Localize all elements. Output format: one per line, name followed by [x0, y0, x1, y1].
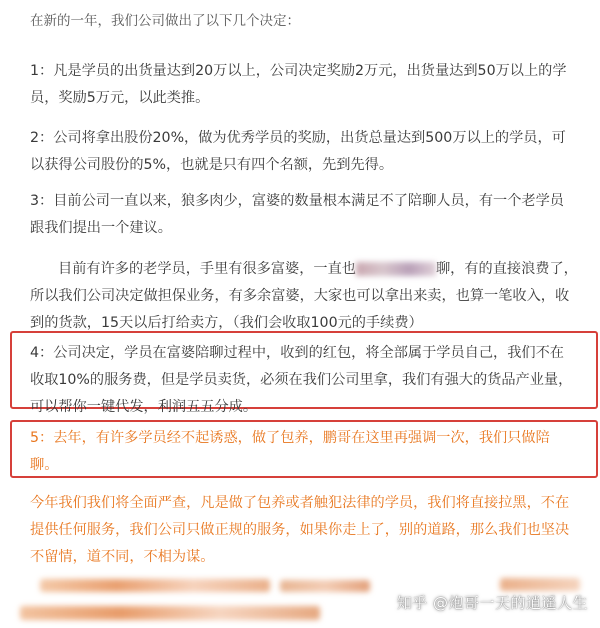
- item-4: 4：公司决定，学员在富婆陪聊过程中，收到的红包，将全部属于学员自己，我们不在收取10%的服务费，但是学员卖货，必须在我们公司里拿，我们有强大的货品产业量，可以帮你一键代发，利润五五分成。: [30, 345, 573, 415]
- intro-text: 在新的一年，我们公司做出了以下几个决定：: [30, 13, 300, 29]
- item-1: 1：凡是学员的出货量达到20万以上，公司决定奖励2万元，出货量达到50万以上的学员，奖励5万元，以此类推。: [30, 63, 567, 106]
- item-3-detail: [30, 256, 578, 340]
- item-3-detail-head: 目前有许多的老学员，手里有很多富婆，一直也: [58, 261, 356, 277]
- watermark: 知乎 @炮哥一天的逍遥人生: [396, 594, 588, 612]
- redacted-text: [356, 262, 436, 276]
- item-5: 5：去年，有许多学员经不起诱惑，做了包养，鹏哥在这里再强调一次，我们只做陪聊。: [30, 430, 550, 473]
- item-2: 2：公司将拿出股份20%，做为优秀学员的奖励，出货总量达到500万以上的学员，可以获得公司股份的5%，也就是只有四个名额，先到先得。: [30, 130, 566, 173]
- item-3: 3：目前公司一直以来，狼多肉少，富婆的数量根本满足不了陪聊人员，有一个老学员跟我们提出一个建议。: [30, 193, 564, 236]
- closing-text: 今年我们我们将全面严查，凡是做了包养或者触犯法律的学员，我们将直接拉黑，不在提供任何服务，我们公司只做正规的服务，如果你走上了，别的道路，那么我们也坚决不留情，道不同，不相为谋。: [30, 495, 570, 565]
- item-3-detail-tail: 聊，有的直接浪费了，所以我们公司决定做担保业务，有多余富婆，大家也可以拿出来卖，也算一笔收入，收到的货款，15天以后打给卖方，（我们会收取100元的手续费）: [30, 261, 578, 331]
